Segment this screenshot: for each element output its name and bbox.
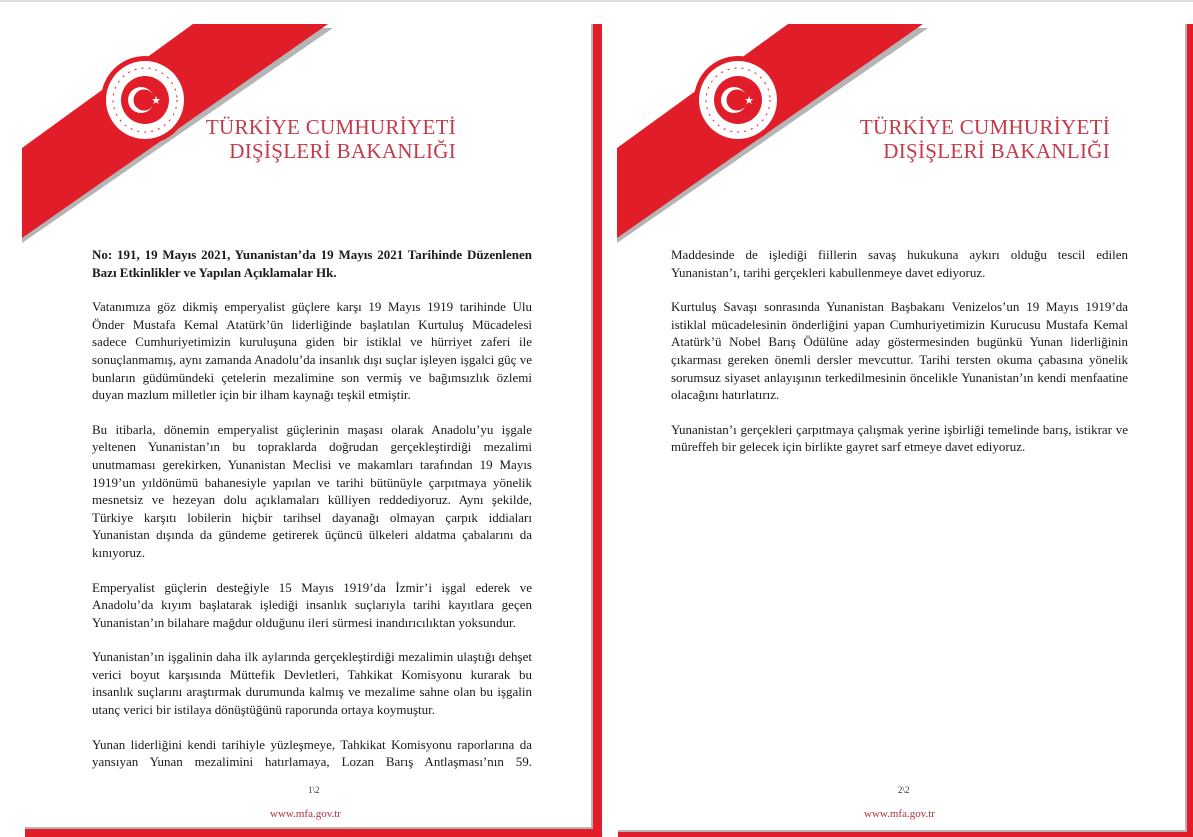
paragraph: Yunanistan’ın işgalinin daha ilk aylarında gerçekleştirdiği mezalimin ulaştığı dehşet verici boyut karşısında Müttefik Devletleri, Tahkikat Komisyonu kurarak bu insanlık suçlarını araştırmak durumunda kalmış ve mezalime sahne olan bu işgalin utanç verici bir istilaya dönüştüğünü raporunda ortaya koymuştur. [92,649,532,718]
footer-website: www.mfa.gov.tr [864,808,935,820]
ministry-seal-icon [694,56,782,144]
document-body [671,246,1128,456]
document-body [92,246,532,771]
paragraph: Bu itibarla, dönemin emperyalist güçlerinin maşası olarak Anadolu’yu işgale yeltenen Yunanistan’ın bu topraklarda doğrudan gerçekleştirdiği mezalimi unutmaması gerekirken, Yunanistan Meclisi ve makamları tarafından 19 Mayıs 1919’un yıldönümü bahanesiyle yapılan ve tarihi bütünüyle çarpıtmaya yönelik mesnetsiz ve hezeyan dolu açıklamaları külliyen reddediyoruz. Aynı şekilde, Türkiye karşıtı lobilerin hiçbir tarihsel dayanağı olmayan çarpık iddiaları Yunanistan dışında da gündeme getirerek üçüncü ülkeleri aldatma çabalarını da kınıyoruz. [92,421,532,560]
letterhead-line-1: TÜRKİYE CUMHURİYETİ [859,115,1110,139]
document-page-2 [604,0,1193,837]
paragraph: Kurtuluş Savaşı sonrasında Yunanistan Başbakanı Venizelos’un 19 Mayıs 1919’da istiklal mücadelesinin önderliğini yapan Cumhuriyetimizin Kurucusu Mustafa Kemal Atatürk’ü Nobel Barış Ödülüne aday göstermesinden bugünkü Yunan liderliğinin çıkarması gereken önemli dersler mevcuttur. Tarihi tersten okuma çabasına yönelik sorumsuz siyaset anlayışının terkedilmesinin öncelikle Yunanistan’ın kendi menfaatine olacağını hatırlatırız. [671,299,1128,403]
letterhead-title [854,115,1110,163]
paragraph: Yunan liderliğini kendi tarihiyle yüzleşmeye, Tahkikat Komisyonu raporlarına da yansıyan Yunan mezalimini hatırlamaya, Lozan Barış Antlaşması’nın 59. [92,736,532,770]
letterhead-title [200,115,456,163]
paragraph: Maddesinde de işlediği fiillerin savaş hukukuna aykırı olduğu tescil edilen Yunanistan’ı, tarihi gerçekleri kabullenmeye davet ediyoruz. [671,247,1128,280]
ministry-seal-icon [101,56,189,144]
footer-website: www.mfa.gov.tr [270,808,341,820]
letterhead-line-1: TÜRKİYE CUMHURİYETİ [205,115,456,139]
paragraph: Yunanistan’ı gerçekleri çarpıtmaya çalışmak yerine işbirliği temelinde barış, istikrar ve müreffeh bir gelecek için birlikte gayret sarf etmeye davet ediyoruz. [671,421,1128,455]
letterhead-line-2: DIŞİŞLERİ BAKANLIĞI [883,139,1110,163]
letterhead-line-2: DIŞİŞLERİ BAKANLIĞI [229,139,456,163]
paragraph: Vatanımıza göz dikmiş emperyalist güçlere karşı 19 Mayıs 1919 tarihinde Ulu Önder Mustafa Kemal Atatürk’ün liderliğinde başlatılan Kurtuluş Mücadelesi sadece Cumhuriyetimizin kuruluşuna giden bir istiklal ve hürriyet zaferi ile sonuçlanmamış, aynı zamanda Anadolu’da insanlık dışı suçlar işleyen işgalci güç ve bunların güdümündeki çetelerin mezalimine son vermiş ve bağımsızlık özlemi duyan mazlum milletler için bir ilham kaynağı teşkil etmiştir. [92,299,532,403]
page-number: 2\2 [898,785,910,795]
svg-text:★: ★ [151,95,161,107]
paragraph: Emperyalist güçlerin desteğiyle 15 Mayıs 1919’da İzmir’i işgal ederek ve Anadolu’da kıyım başlatarak işlediği insanlık suçlarıyla tarihi kayıtlara geçen Yunanistan’ın bilahare mağdur olduğunu ileri sürmesi inandırıcılıktan yoksundur. [92,579,532,630]
svg-text:★: ★ [744,95,754,107]
document-heading: No: 191, 19 Mayıs 2021, Yunanistan’da 19 Mayıs 2021 Tarihinde Düzenlenen Bazı Etkinlikler ve Yapılan Açıklamalar Hk. [92,247,532,280]
page-number: 1\2 [308,785,320,795]
